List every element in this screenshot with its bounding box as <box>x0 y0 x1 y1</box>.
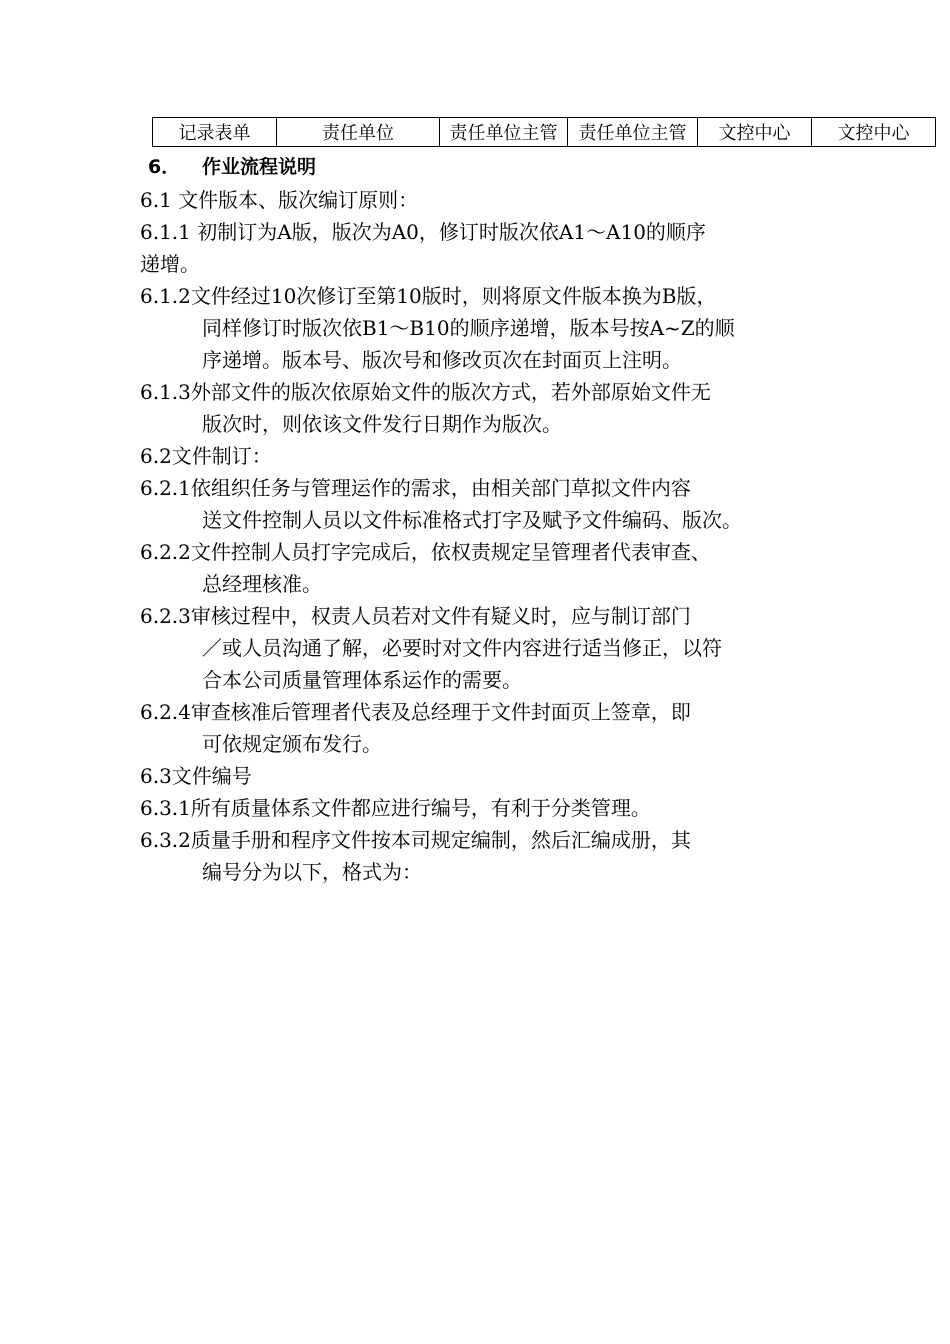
paragraph-6-2-4 <box>140 696 691 760</box>
paragraph-line: 6.2.1依组织任务与管理运作的需求，由相关部门草拟文件内容 <box>140 476 691 500</box>
responsible-unit-cell: 责任单位 <box>277 118 440 147</box>
paragraph-6-3-1 <box>140 792 651 824</box>
record-table <box>152 117 936 147</box>
paragraph-line: 6.2.3审核过程中，权责人员若对文件有疑义时，应与制订部门 <box>140 604 691 628</box>
document-control-cell: 文控中心 <box>812 118 936 147</box>
document-control-cell: 文控中心 <box>698 118 812 147</box>
paragraph-line: 编号分为以下，格式为： <box>202 860 422 884</box>
unit-supervisor-cell: 责任单位主管 <box>568 118 698 147</box>
paragraph-line: 6.2文件制订： <box>140 444 272 468</box>
paragraph-6-1-1 <box>140 216 706 280</box>
paragraph-line: 6.1.3外部文件的版次依原始文件的版次方式，若外部原始文件无 <box>140 380 711 404</box>
paragraph-line: 6.2.2文件控制人员打字完成后，依权责规定呈管理者代表审查、 <box>140 540 711 564</box>
paragraph-6-2-1 <box>140 472 742 536</box>
paragraph-line: 合本公司质量管理体系运作的需要。 <box>202 668 522 692</box>
unit-supervisor-cell: 责任单位主管 <box>440 118 568 147</box>
paragraph-6-1 <box>140 184 418 216</box>
paragraph-line: 6.1.2文件经过10次修订至第10版时，则将原文件版本换为B版， <box>140 284 717 308</box>
paragraph-6-3-2 <box>140 824 691 888</box>
paragraph-6-2-2 <box>140 536 711 600</box>
paragraph-line: 6.1.1 初制订为A版，版次为A0，修订时版次依A1～A10的顺序 <box>140 220 706 244</box>
record-form-cell: 记录表单 <box>153 118 277 147</box>
paragraph-line: 6.1 文件版本、版次编订原则： <box>140 188 419 212</box>
table-row <box>153 118 936 147</box>
paragraph-line: 6.3.1所有质量体系文件都应进行编号，有利于分类管理。 <box>140 796 651 820</box>
paragraph-6-2-3 <box>140 600 722 696</box>
paragraph-line: 版次时，则依该文件发行日期作为版次。 <box>202 412 562 436</box>
paragraph-6-2 <box>140 440 272 472</box>
section-title: 作业流程说明 <box>202 156 317 178</box>
paragraph-line: 总经理核准。 <box>202 572 322 596</box>
paragraph-6-1-3 <box>140 376 711 440</box>
paragraph-line: 6.3.2质量手册和程序文件按本司规定编制，然后汇编成册，其 <box>140 828 691 852</box>
paragraph-line: 可依规定颁布发行。 <box>202 732 382 756</box>
section-number: 6． <box>148 156 181 178</box>
paragraph-line: 6.3文件编号 <box>140 764 252 788</box>
paragraph-line: 同样修订时版次依B1～B10的顺序递增，版本号按A~Z的顺 <box>202 316 735 340</box>
paragraph-6-3 <box>140 760 252 792</box>
paragraph-line: 送文件控制人员以文件标准格式打字及赋予文件编码、版次。 <box>202 508 742 532</box>
paragraph-line: ／或人员沟通了解，必要时对文件内容进行适当修正，以符 <box>202 636 722 660</box>
paragraph-line: 序递增。版本号、版次号和修改页次在封面页上注明。 <box>202 348 682 372</box>
section-heading <box>148 152 316 179</box>
paragraph-6-1-2 <box>140 280 735 376</box>
paragraph-line: 递增。 <box>140 252 200 276</box>
paragraph-line: 6.2.4审查核准后管理者代表及总经理于文件封面页上签章，即 <box>140 700 691 724</box>
